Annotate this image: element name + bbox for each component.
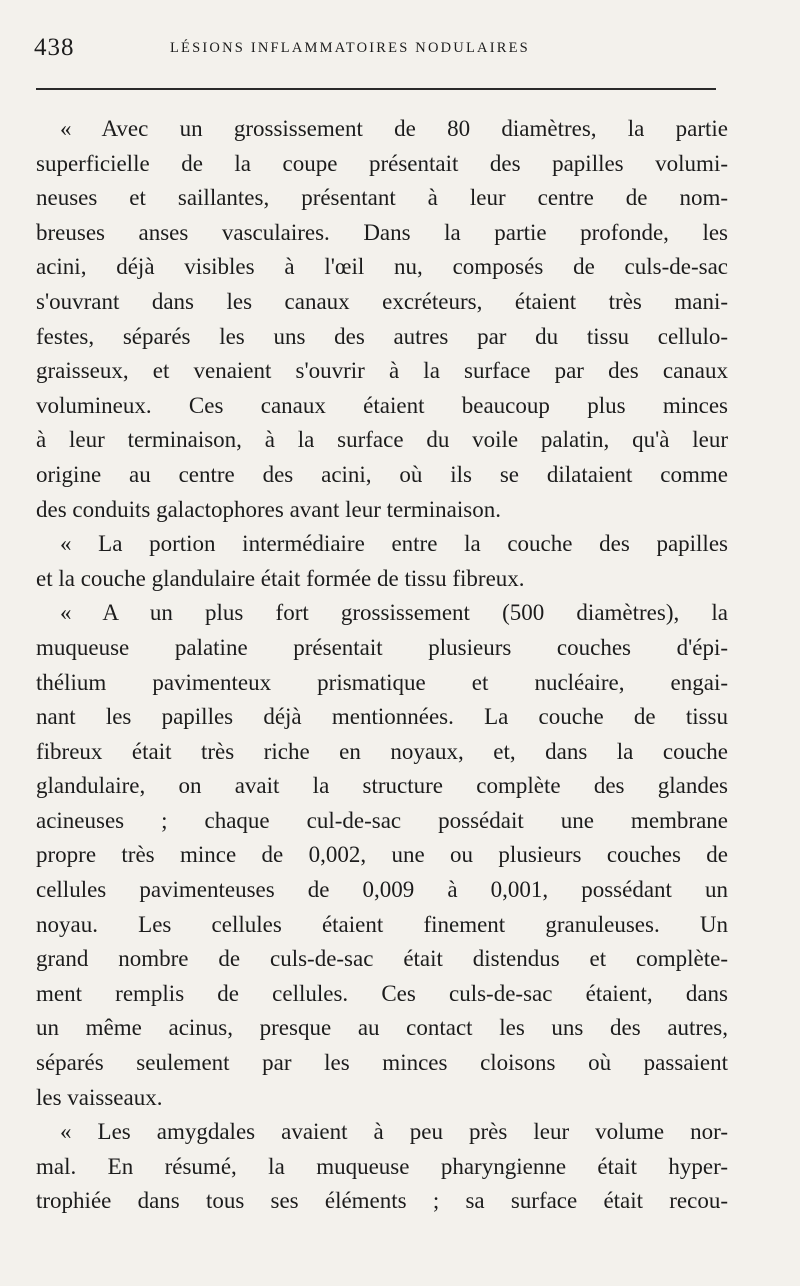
paragraph-2	[36, 527, 728, 596]
text-line: les vaisseaux.	[36, 1084, 163, 1110]
text-line: fibreux était très riche en noyaux, et, dans la couche	[36, 738, 728, 764]
body-text	[36, 112, 728, 1219]
text-line: mal. En résumé, la muqueuse pharyngienne était hyper-	[36, 1153, 728, 1179]
text-line: « La portion intermédiaire entre la couche des papilles	[60, 531, 728, 557]
header-rule	[36, 88, 716, 90]
page-number: 438	[34, 34, 75, 61]
text-line: s'ouvrant dans les canaux excréteurs, étaient très mani-	[36, 288, 728, 314]
paragraph-1	[36, 112, 728, 527]
text-line: « A un plus fort grossissement (500 diamètres), la	[60, 600, 728, 626]
text-line: muqueuse palatine présentait plusieurs couches d'épi-	[36, 634, 728, 660]
page-header	[34, 34, 734, 74]
text-line: « Avec un grossissement de 80 diamètres, la partie	[60, 116, 728, 141]
text-line: et la couche glandulaire était formée de tissu fibreux.	[36, 565, 525, 591]
text-line: propre très mince de 0,002, une ou plusieurs couches de	[36, 842, 728, 868]
paragraph-3	[36, 596, 728, 1115]
text-line: superficielle de la coupe présentait des papilles volumi-	[36, 150, 728, 176]
text-line: thélium pavimenteux prismatique et nucléaire, engai-	[36, 669, 728, 695]
text-line: noyau. Les cellules étaient finement granuleuses. Un	[36, 911, 728, 937]
text-line: glandulaire, on avait la structure complète des glandes	[36, 773, 728, 799]
text-line: acineuses ; chaque cul-de-sac possédait une membrane	[36, 807, 728, 833]
text-line: festes, séparés les uns des autres par du tissu cellulo-	[36, 323, 728, 349]
text-line: origine au centre des acini, où ils se dilataient comme	[36, 461, 728, 487]
text-line: à leur terminaison, à la surface du voile palatin, qu'à leur	[36, 427, 728, 453]
text-line: « Les amygdales avaient à peu près leur volume nor-	[60, 1119, 728, 1145]
text-line: cellules pavimenteuses de 0,009 à 0,001, possédant un	[36, 877, 728, 903]
text-line: séparés seulement par les minces cloisons où passaient	[36, 1050, 728, 1076]
text-line: un même acinus, presque au contact les uns des autres,	[36, 1015, 728, 1041]
text-line: trophiée dans tous ses éléments ; sa surface était recou-	[36, 1188, 728, 1214]
paragraph-4	[36, 1115, 728, 1219]
text-line: grand nombre de culs-de-sac était distendus et complète-	[36, 946, 728, 972]
text-line: nant les papilles déjà mentionnées. La couche de tissu	[36, 704, 728, 730]
text-line: graisseux, et venaient s'ouvrir à la surface par des canaux	[36, 358, 728, 384]
running-title: LÉSIONS INFLAMMATOIRES NODULAIRES	[170, 40, 530, 56]
text-line: acini, déjà visibles à l'œil nu, composés de culs-de-sac	[36, 254, 728, 280]
text-line: ment remplis de cellules. Ces culs-de-sac étaient, dans	[36, 980, 728, 1006]
text-line: neuses et saillantes, présentant à leur centre de nom-	[36, 185, 728, 211]
text-line: des conduits galactophores avant leur terminaison.	[36, 496, 501, 522]
text-line: volumineux. Ces canaux étaient beaucoup plus minces	[36, 392, 728, 418]
text-line: breuses anses vasculaires. Dans la partie profonde, les	[36, 219, 728, 245]
